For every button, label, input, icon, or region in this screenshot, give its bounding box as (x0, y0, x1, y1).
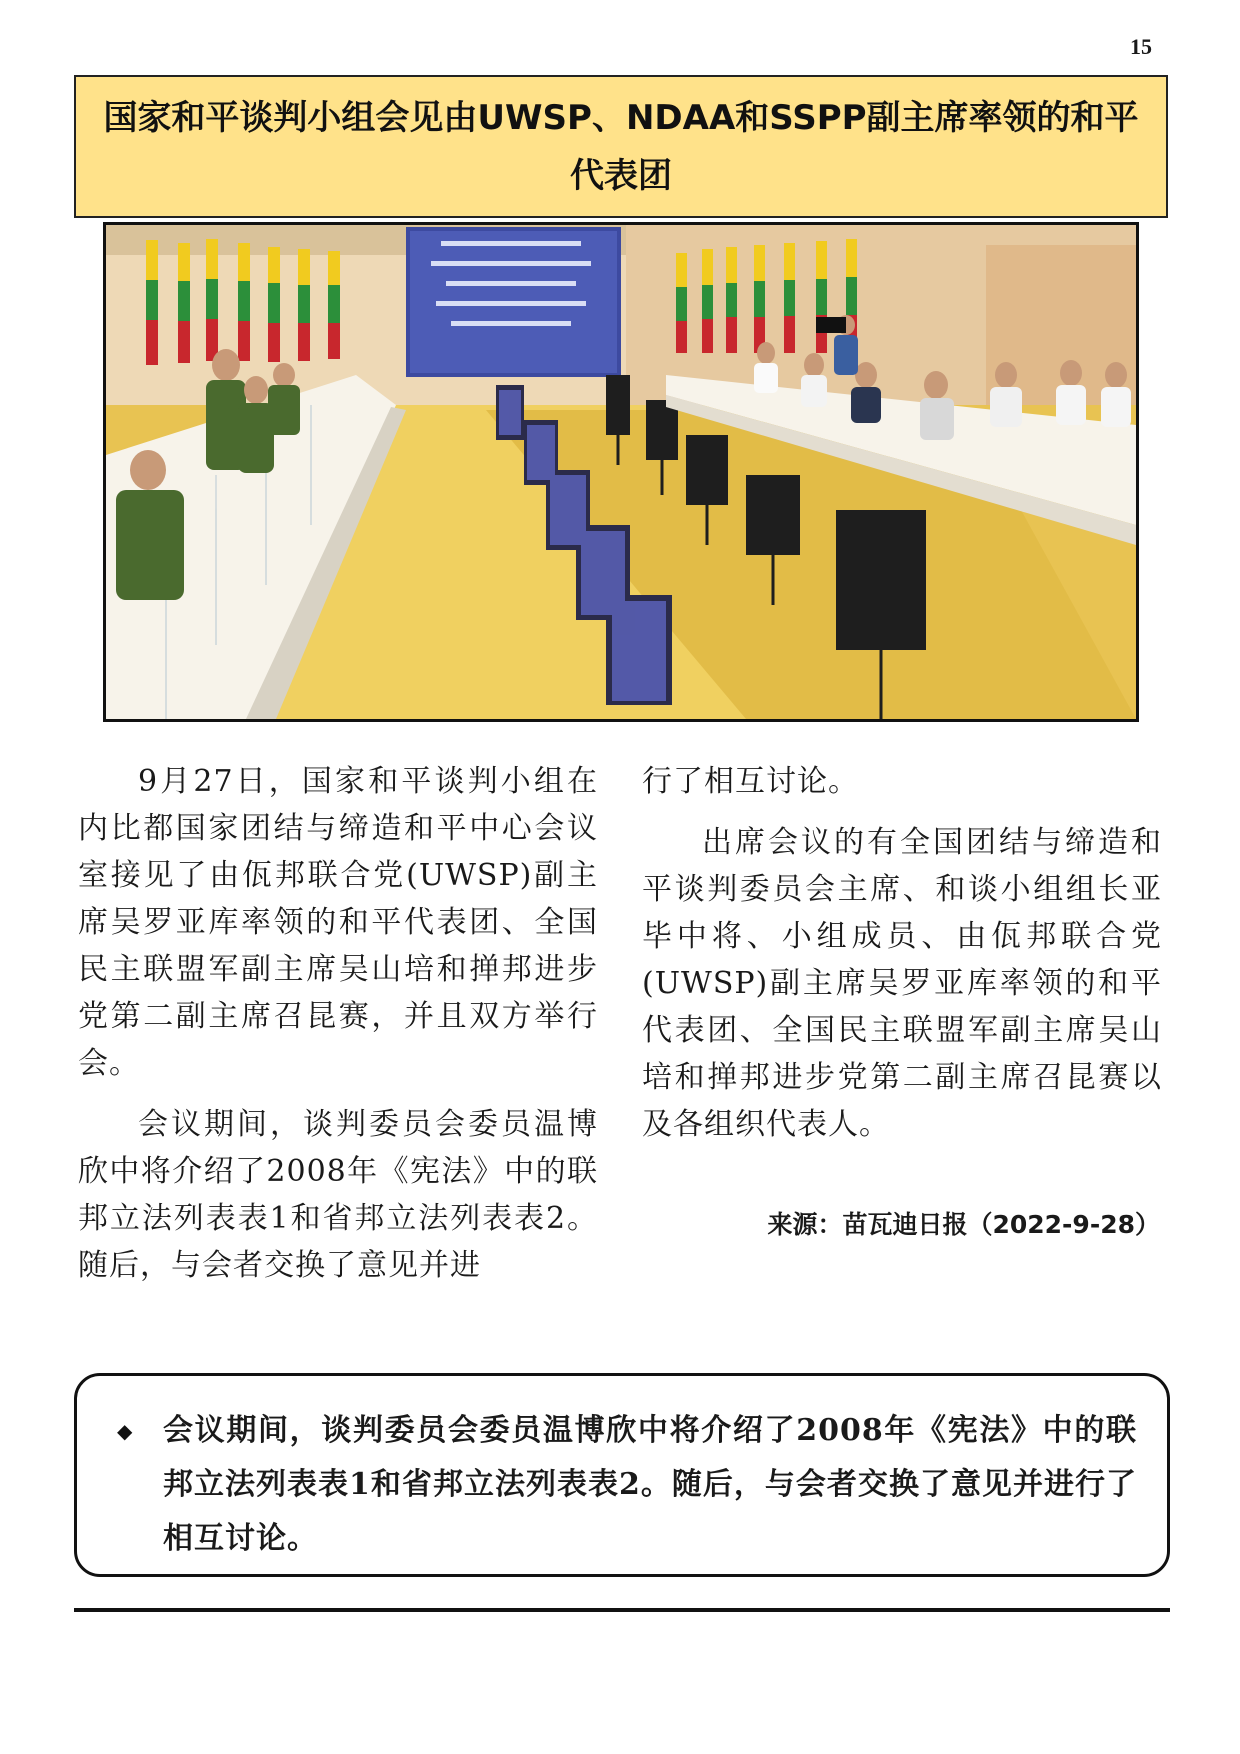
callout-item (117, 1404, 1137, 1566)
article-paragraph-continued: 行了相互讨论。 (642, 764, 859, 799)
callout-text: 会议期间，谈判委员会委员温博欣中将介绍了2008年《宪法》中的联邦立法列表表1和省邦立法列表表2。随后，与会者交换了意见并进行了相互讨论。 (163, 1413, 1137, 1556)
diamond-bullet-icon: ◆ (117, 1419, 133, 1443)
article-right-column (642, 758, 1162, 1148)
article-paragraph: 出席会议的有全国团结与缔造和平谈判委员会主席、和谈小组组长亚毕中将、小组成员、由佤邦联合党(UWSP)副主席吴罗亚库率领的和平代表团、全国民主联盟军副主席吴山培和掸邦进步党第二副主席召昆赛以及各组织代表人。 (642, 825, 1162, 1142)
meeting-photo (103, 222, 1139, 722)
article-left-column (78, 758, 598, 1289)
article-paragraph: 9月27日，国家和平谈判小组在内比都国家团结与缔造和平中心会议室接见了由佤邦联合党(UWSP)副主席吴罗亚库率领的和平代表团、全国民主联盟军副主席吴山培和掸邦进步党第二副主席召昆赛，并且双方举行会。 (78, 764, 598, 1081)
summary-callout (74, 1373, 1170, 1577)
footer-divider (74, 1608, 1170, 1612)
article-paragraph: 会议期间，谈判委员会委员温博欣中将介绍了2008年《宪法》中的联邦立法列表表1和省邦立法列表表2。随后，与会者交换了意见并进 (78, 1107, 598, 1283)
page-title: 国家和平谈判小组会见由UWSP、NDAA和SSPP副主席率领的和平代表团 (103, 97, 1139, 196)
title-box (74, 75, 1168, 218)
page-number: 15 (1130, 34, 1152, 59)
meeting-photo-icon (106, 225, 1136, 719)
source-citation: 来源：苗瓦迪日报（2022-9-28） (767, 1210, 1160, 1239)
